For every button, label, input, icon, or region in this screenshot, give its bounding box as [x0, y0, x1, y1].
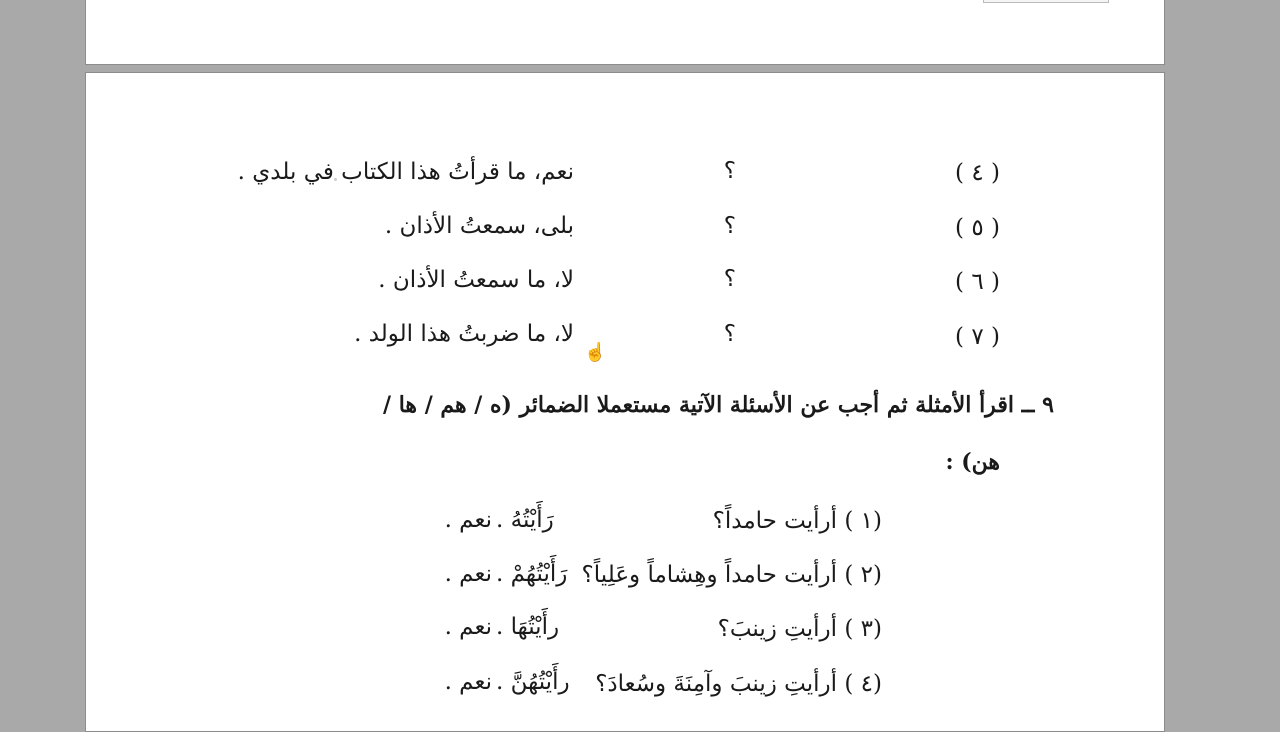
question-mark: ؟ — [723, 321, 736, 347]
toolbar-strip — [983, 0, 1109, 3]
question-mark: ؟ — [723, 213, 736, 239]
question-mark: ؟ — [723, 158, 736, 184]
item-number: ( ٥ ) — [955, 215, 1000, 241]
item-number: ( ٦ ) — [955, 269, 1000, 295]
exercise-heading-continued: هن) : — [945, 449, 1000, 475]
exercise-question: (٤ ) أرأيتِ زينبَ وآمِنَةَ وسُعادَ؟ — [595, 671, 882, 697]
answer-text: لا، ما ضربتُ هذا الولد . — [354, 321, 574, 347]
exercise-question: (٢ ) أرأيت حامداً وهِشاماً وعَلِياً؟ — [581, 562, 882, 588]
exercise-heading: ٩ ــ اقرأ الأمثلة ثم أجب عن الأسئلة الآتية مستعملا الضمائر (ه / هم / ها / — [383, 392, 1054, 418]
yes-text: نعم . — [444, 669, 492, 695]
document-page — [85, 72, 1165, 732]
yes-text: نعم . — [444, 614, 492, 640]
question-mark: ؟ — [723, 266, 736, 292]
answer-text: لا، ما سمعتُ الأذان . — [378, 267, 574, 293]
item-number: ( ٧ ) — [955, 324, 1000, 350]
exercise-question: (١ ) أرأيت حامداً؟ — [712, 508, 882, 534]
answer-text: نعم، ما قرأتُ هذا الكتاب في بلدي . — [237, 159, 574, 185]
exercise-answer: رَأَيْتُهُمْ . — [496, 561, 568, 587]
exercise-answer: رأَيْتُهُنَّ . — [496, 669, 570, 695]
hand-cursor-icon: ☝ — [584, 342, 607, 363]
exercise-answer: رأَيْتُهَا . — [496, 614, 560, 640]
exercise-answer: رَأَيْتُهُ . — [496, 507, 554, 533]
yes-text: نعم . — [444, 507, 492, 533]
item-number: ( ٤ ) — [955, 160, 1000, 186]
yes-text: نعم . — [444, 561, 492, 587]
answer-text: بلى، سمعتُ الأذان . — [384, 213, 574, 239]
exercise-question: (٣ ) أرأيتِ زينبَ؟ — [717, 616, 882, 642]
previous-page — [85, 0, 1165, 65]
